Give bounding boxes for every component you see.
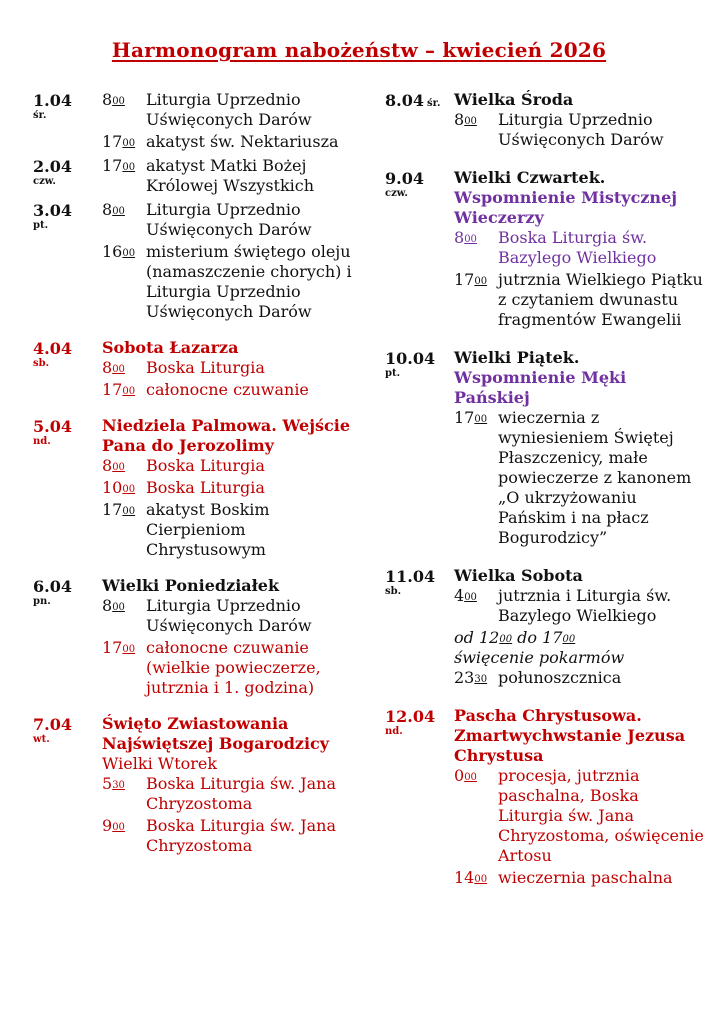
event-hour: 9 <box>102 816 113 835</box>
event-description: Boska Liturgia <box>146 358 265 377</box>
event-minute: 00 <box>464 592 477 603</box>
feast-secondary: Wielki Wtorek <box>102 754 218 773</box>
blessing-note <box>454 628 705 668</box>
event-hour: 23 <box>454 668 475 687</box>
event-row <box>102 478 363 498</box>
feast-subtitle: Wspomnienie Męki Pańskiej <box>454 368 627 407</box>
event-description: Boska Liturgia <box>146 456 265 475</box>
event-minute: 00 <box>464 116 477 127</box>
date-number: 12.04 <box>385 707 436 726</box>
event-minute: 00 <box>474 414 488 425</box>
date-number: 2.04 <box>33 157 72 176</box>
event-hour: 17 <box>102 638 123 657</box>
day-date <box>33 338 72 369</box>
event-description: Boska Liturgia św. Jana Chryzostoma <box>146 816 337 855</box>
day-date <box>33 576 72 607</box>
event-row <box>454 270 705 330</box>
event-description: procesja, jutrznia paschalna, Boska Liturgia św. Jana Chryzostoma, oświęcenie Artosu <box>498 766 704 865</box>
day-date <box>33 200 72 231</box>
event-description: połunoszcznica <box>498 668 622 687</box>
weekday-abbr: śr. <box>33 110 47 121</box>
day-entry <box>33 714 363 856</box>
event-row <box>454 228 705 268</box>
event-row <box>102 90 363 130</box>
event-minute: 00 <box>112 822 125 833</box>
event-row <box>102 156 363 196</box>
day-entry <box>385 566 705 688</box>
event-description: całonocne czuwanie (wielkie powieczerze, jutrznia i 1. godzina) <box>146 638 321 697</box>
event-minute: 00 <box>122 386 136 397</box>
event-minute: 00 <box>474 874 488 885</box>
event-minute: 00 <box>474 276 488 287</box>
event-row <box>102 380 363 400</box>
event-time <box>102 156 146 196</box>
note-from-minute: 00 <box>499 634 513 645</box>
day-entry <box>385 168 705 330</box>
event-row <box>102 456 363 476</box>
event-row <box>102 500 363 560</box>
feast-name: Niedziela Palmowa. Wejście Pana do Jerozolimy <box>102 416 350 455</box>
day-body <box>33 90 363 152</box>
event-row <box>454 668 705 688</box>
day-body <box>385 168 705 330</box>
event-time <box>454 270 498 330</box>
event-description: Liturgia Uprzednio Uświęconych Darów <box>498 110 664 149</box>
weekday-abbr: czw. <box>33 176 56 187</box>
event-hour: 8 <box>454 228 465 247</box>
event-hour: 8 <box>102 596 113 615</box>
day-date <box>385 566 435 597</box>
event-hour: 8 <box>454 110 465 129</box>
date-number: 9.04 <box>385 169 424 188</box>
event-row <box>102 774 363 814</box>
event-row <box>454 586 705 626</box>
day-date <box>33 416 72 447</box>
event-description: Liturgia Uprzednio Uświęconych Darów <box>146 596 312 635</box>
event-row <box>102 242 363 322</box>
event-hour: 17 <box>102 132 123 151</box>
event-hour: 4 <box>454 586 465 605</box>
weekday-abbr: czw. <box>385 188 408 199</box>
event-hour: 17 <box>454 270 475 289</box>
event-minute: 00 <box>464 772 477 783</box>
feast-name: Wielki Piątek. <box>454 348 580 367</box>
weekday-abbr: nd. <box>33 436 51 447</box>
date-number: 5.04 <box>33 417 72 436</box>
event-hour: 17 <box>102 380 123 399</box>
day-date <box>33 90 72 121</box>
weekday-abbr: pn. <box>33 596 51 607</box>
event-time <box>454 586 498 626</box>
day-date <box>385 348 435 379</box>
day-entry <box>33 200 363 322</box>
feast-name: Sobota Łazarza <box>102 338 239 357</box>
day-date <box>33 156 72 187</box>
event-time <box>454 668 498 688</box>
event-description: Boska Liturgia <box>146 478 265 497</box>
day-entry <box>33 156 363 196</box>
event-time <box>454 110 498 150</box>
event-description: wieczernia paschalna <box>498 868 673 887</box>
event-row <box>102 596 363 636</box>
event-row <box>454 408 705 548</box>
event-time <box>454 408 498 548</box>
event-hour: 8 <box>102 358 113 377</box>
schedule-column-right <box>385 90 705 906</box>
event-minute: 00 <box>122 248 136 259</box>
day-body <box>33 156 363 196</box>
event-minute: 00 <box>122 484 136 495</box>
event-description: całonocne czuwanie <box>146 380 309 399</box>
note-text: święcenie pokarmów <box>454 648 625 667</box>
date-number: 4.04 <box>33 339 72 358</box>
feast-name: Wielka Środa <box>454 90 574 109</box>
event-hour: 10 <box>102 478 123 497</box>
day-date <box>385 706 435 737</box>
weekday-abbr: sb. <box>33 358 50 369</box>
event-description: akatyst Matki Bożej Królowej Wszystkich <box>146 156 315 195</box>
event-time <box>102 478 146 498</box>
event-row <box>454 766 705 866</box>
event-minute: 00 <box>112 602 125 613</box>
event-row <box>102 638 363 698</box>
date-number: 7.04 <box>33 715 72 734</box>
event-time <box>102 456 146 476</box>
event-time <box>102 358 146 378</box>
event-time <box>102 638 146 698</box>
event-description: wieczernia z wyniesieniem Świętej Płaszczenicy, małe powieczerze z kanonem „O ukrzyżowaniu Pańskim i na płacz Bogurodzicy” <box>498 408 692 547</box>
event-row <box>102 816 363 856</box>
event-time <box>454 868 498 888</box>
event-row <box>102 200 363 240</box>
event-minute: 00 <box>122 506 136 517</box>
day-date <box>385 168 424 199</box>
day-body <box>33 338 363 400</box>
note-from: od 12 <box>454 628 500 647</box>
event-description: akatyst św. Nektariusza <box>146 132 339 151</box>
day-date <box>385 90 440 111</box>
event-time <box>102 774 146 814</box>
event-time <box>102 242 146 322</box>
day-entry <box>33 416 363 560</box>
date-number: 10.04 <box>385 349 436 368</box>
event-time <box>454 228 498 268</box>
event-minute: 00 <box>122 644 136 655</box>
event-minute: 30 <box>474 674 488 685</box>
event-description: Liturgia Uprzednio Uświęconych Darów <box>146 90 312 129</box>
event-hour: 0 <box>454 766 465 785</box>
event-hour: 17 <box>454 408 475 427</box>
note-to: do 17 <box>512 628 563 647</box>
note-to-minute: 00 <box>562 634 576 645</box>
event-time <box>102 200 146 240</box>
event-description: jutrznia Wielkiego Piątku z czytaniem dwunastu fragmentów Ewangelii <box>498 270 703 329</box>
date-number: 6.04 <box>33 577 72 596</box>
weekday-abbr: śr. <box>426 98 441 109</box>
feast-name: Wielki Czwartek. <box>454 168 606 187</box>
event-minute: 00 <box>112 364 125 375</box>
event-description: jutrznia i Liturgia św. Bazylego Wielkiego <box>498 586 672 625</box>
event-hour: 16 <box>102 242 123 261</box>
event-description: Boska Liturgia św. Bazylego Wielkiego <box>498 228 657 267</box>
event-time <box>102 500 146 560</box>
event-hour: 14 <box>454 868 475 887</box>
day-body <box>33 416 363 560</box>
date-number: 3.04 <box>33 201 72 220</box>
event-minute: 00 <box>112 206 125 217</box>
event-minute: 00 <box>122 162 136 173</box>
day-entry <box>385 706 705 888</box>
day-date <box>33 714 72 745</box>
event-time <box>102 90 146 130</box>
weekday-abbr: sb. <box>385 586 402 597</box>
feast-name: Pascha Chrystusowa. Zmartwychwstanie Jezusa Chrystusa <box>454 706 686 765</box>
event-hour: 8 <box>102 456 113 475</box>
date-number: 1.04 <box>33 91 72 110</box>
event-hour: 8 <box>102 90 113 109</box>
day-body <box>33 200 363 322</box>
weekday-abbr: pt. <box>385 368 401 379</box>
weekday-abbr: pt. <box>33 220 49 231</box>
day-entry <box>33 338 363 400</box>
event-minute: 30 <box>112 780 125 791</box>
schedule-column-left <box>33 90 363 868</box>
event-description: akatyst Boskim Cierpieniom Chrystusowym <box>146 500 270 559</box>
event-time <box>102 380 146 400</box>
page-title: Harmonogram nabożeństw – kwiecień 2026 <box>111 38 607 62</box>
weekday-abbr: wt. <box>33 734 50 745</box>
day-entry <box>33 90 363 152</box>
event-time <box>102 132 146 152</box>
day-body <box>33 576 363 698</box>
event-row <box>102 132 363 152</box>
event-minute: 00 <box>112 462 125 473</box>
day-entry <box>385 90 705 150</box>
event-time <box>454 766 498 866</box>
event-minute: 00 <box>112 96 125 107</box>
feast-name: Wielka Sobota <box>454 566 583 585</box>
feast-name: Wielki Poniedziałek <box>102 576 280 595</box>
event-row <box>454 110 705 150</box>
day-body <box>33 714 363 856</box>
weekday-abbr: nd. <box>385 726 403 737</box>
event-hour: 5 <box>102 774 113 793</box>
event-minute: 00 <box>464 234 477 245</box>
day-entry <box>385 348 705 548</box>
event-row <box>454 868 705 888</box>
event-row <box>102 358 363 378</box>
event-time <box>102 816 146 856</box>
date-number: 8.04 <box>385 91 424 110</box>
date-number: 11.04 <box>385 567 436 586</box>
event-hour: 17 <box>102 500 123 519</box>
event-time <box>102 596 146 636</box>
event-hour: 17 <box>102 156 123 175</box>
event-hour: 8 <box>102 200 113 219</box>
event-minute: 00 <box>122 138 136 149</box>
day-entry <box>33 576 363 698</box>
feast-name: Święto Zwiastowania Najświętszej Bogarodzicy <box>102 714 330 753</box>
event-description: Liturgia Uprzednio Uświęconych Darów <box>146 200 312 239</box>
feast-subtitle: Wspomnienie Mistycznej Wieczerzy <box>454 188 678 227</box>
event-description: misterium świętego oleju (namaszczenie chorych) i Liturgia Uprzednio Uświęconych Darów <box>146 242 352 321</box>
event-description: Boska Liturgia św. Jana Chryzostoma <box>146 774 337 813</box>
